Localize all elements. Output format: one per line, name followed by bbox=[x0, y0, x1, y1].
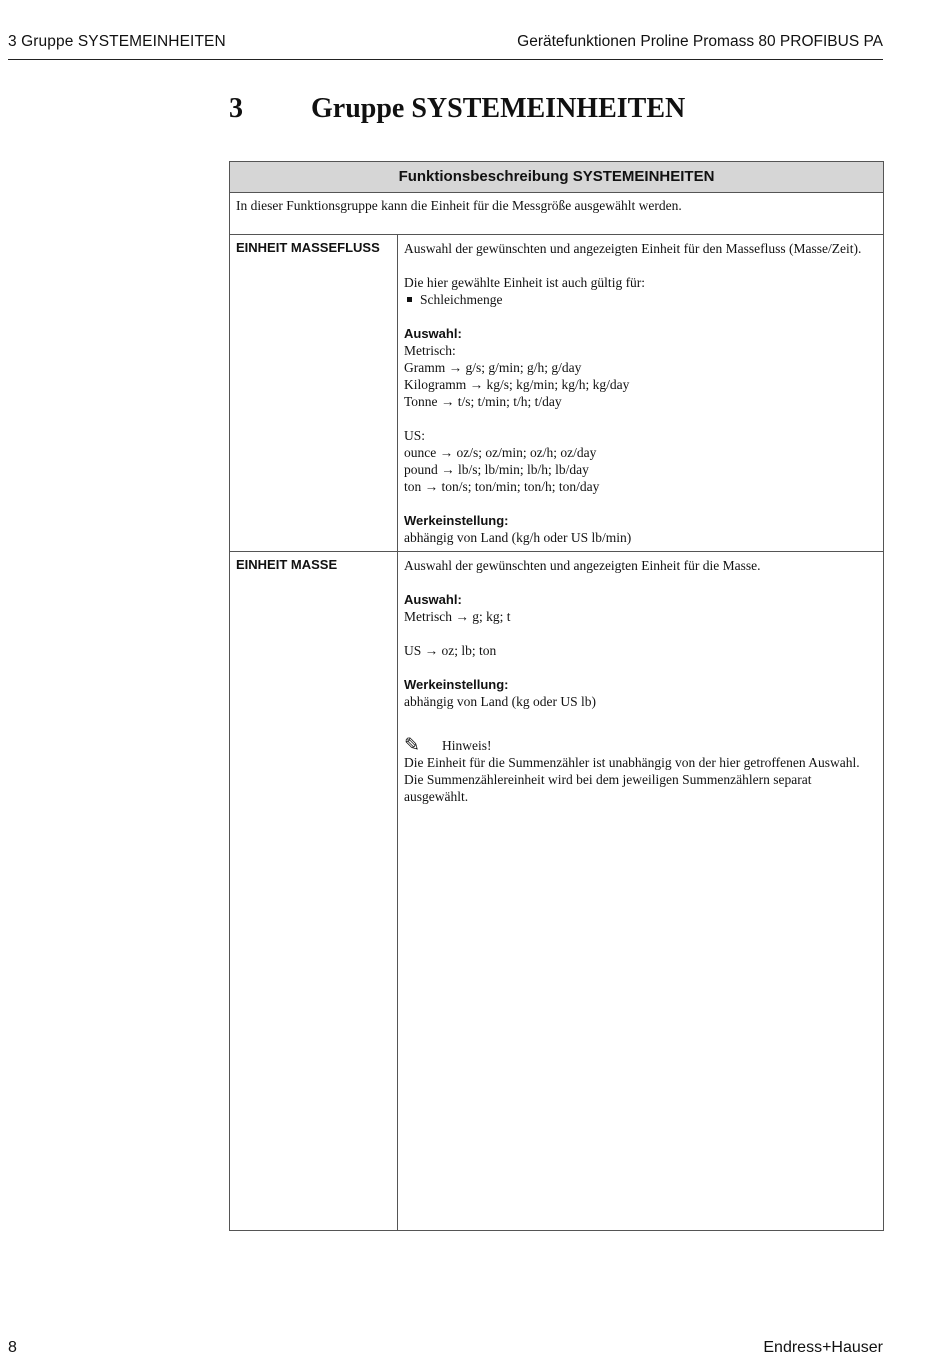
valid-for-text: Die hier gewählte Einheit ist auch gültig für: bbox=[404, 275, 646, 290]
unit-option: Tonne → t/s; t/min; t/h; t/day bbox=[404, 394, 562, 409]
brand-logo-text: Endress+Hauser bbox=[763, 1339, 883, 1356]
chapter-number: 3 bbox=[229, 93, 243, 124]
function-description-masse bbox=[398, 552, 883, 1230]
list-item-label: Schleichmenge bbox=[420, 292, 503, 307]
note-title: Hinweis! bbox=[442, 738, 492, 753]
unit-option: Kilogramm → kg/s; kg/min; kg/h; kg/day bbox=[404, 377, 630, 392]
auswahl-label: Auswahl: bbox=[404, 592, 462, 607]
running-header-chapter: 3 Gruppe SYSTEMEINHEITEN bbox=[8, 33, 226, 50]
werkeinstellung-label: Werkeinstellung: bbox=[404, 513, 509, 528]
function-name-massefluss: EINHEIT MASSEFLUSS bbox=[230, 235, 398, 551]
function-table bbox=[229, 161, 884, 1231]
description-text: Auswahl der gewünschten und angezeigten Einheit für den Massefluss (Masse/Zeit). bbox=[404, 241, 862, 256]
table-intro: In dieser Funktionsgruppe kann die Einheit für die Messgröße ausgewählt werden. bbox=[230, 193, 883, 235]
werkeinstellung-label: Werkeinstellung: bbox=[404, 677, 509, 692]
table-row bbox=[230, 235, 883, 552]
werkeinstellung-value: abhängig von Land (kg oder US lb) bbox=[404, 694, 596, 709]
unit-option: ton → ton/s; ton/min; ton/h; ton/day bbox=[404, 479, 600, 494]
metrisch-label: Metrisch: bbox=[404, 343, 456, 358]
unit-option: US → oz; lb; ton bbox=[404, 643, 497, 658]
table-title: Funktionsbeschreibung SYSTEMEINHEITEN bbox=[230, 162, 883, 193]
pencil-note-icon: ✎ bbox=[404, 735, 420, 756]
description-text: Auswahl der gewünschten und angezeigten Einheit für die Masse. bbox=[404, 558, 761, 573]
running-header-title: Gerätefunktionen Proline Promass 80 PROFIBUS PA bbox=[517, 33, 883, 50]
function-name-masse: EINHEIT MASSE bbox=[230, 552, 398, 1230]
auswahl-label: Auswahl: bbox=[404, 326, 462, 341]
unit-option: ounce → oz/s; oz/min; oz/h; oz/day bbox=[404, 445, 597, 460]
unit-option: Gramm → g/s; g/min; g/h; g/day bbox=[404, 360, 582, 375]
table-row bbox=[230, 552, 883, 1230]
unit-option: pound → lb/s; lb/min; lb/h; lb/day bbox=[404, 462, 589, 477]
page-number: 8 bbox=[8, 1339, 17, 1356]
chapter-heading bbox=[229, 93, 685, 125]
function-description-massefluss bbox=[398, 235, 883, 551]
list-item bbox=[404, 291, 877, 308]
header-divider bbox=[8, 59, 883, 60]
us-label: US: bbox=[404, 428, 426, 443]
chapter-title: Gruppe SYSTEMEINHEITEN bbox=[311, 93, 686, 124]
note-text: Die Einheit für die Summenzähler ist unabhängig von der hier getroffenen Auswahl. Die Summenzählereinheit wird bei dem jeweiligen Summenzählern separat ausgewählt. bbox=[404, 755, 860, 804]
werkeinstellung-value: abhängig von Land (kg/h oder US lb/min) bbox=[404, 530, 632, 545]
note-heading bbox=[404, 737, 877, 754]
bullet-icon bbox=[407, 297, 412, 302]
unit-option: Metrisch → g; kg; t bbox=[404, 609, 511, 624]
